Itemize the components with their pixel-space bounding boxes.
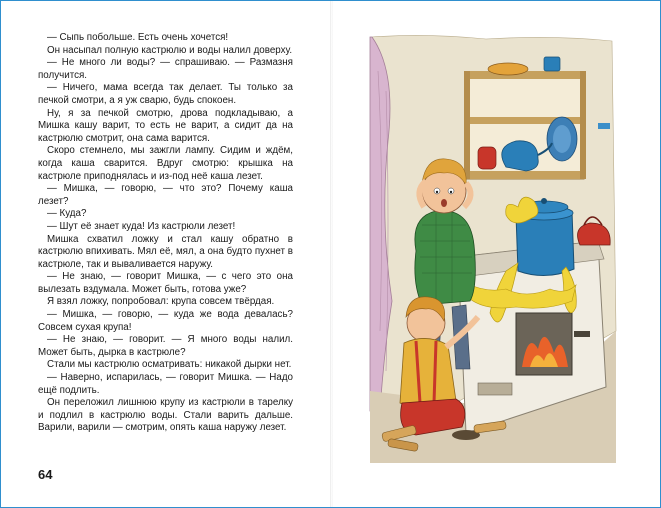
page-number: 64 (38, 467, 53, 482)
paragraph: Скоро стемнело, мы зажгли лампу. Сидим и ждём, когда каша сварится. Вдруг смотрю: крышка на кастрюле приподнялась и из-под неё каша лезет. (38, 145, 293, 182)
paragraph: — Ничего, мама всегда так делает. Ты только за печкой смотри, а я уж сварю, будь спокоен. (38, 82, 293, 106)
paragraph: Он переложил лишнюю крупу из кастрюли в тарелку и подлил в кастрюлю воды. Стали варить дальше. Варили, варили — смотрим, опять каша наружу лезет. (38, 397, 293, 434)
paragraph: — Куда? (47, 208, 87, 220)
paragraph: Я взял ложку, попробовал: крупа совсем твёрдая. (47, 296, 275, 308)
jar-icon (478, 147, 496, 169)
kitchen-illustration (366, 31, 619, 463)
paragraph: Он насыпал полную кастрюлю и воды налил доверху. (47, 44, 293, 56)
paragraph: — Шут её знает куда! Из кастрюли лезет! (47, 220, 236, 232)
paragraph: — Наверно, испарилась, — говорит Мишка. — Надо ещё подлить. (38, 372, 293, 396)
paragraph: Ну, я за печкой смотрю, дрова подкладываю, а Мишка кашу варит, то есть не варит, а сидит да на кастрюлю смотрит, она сама варится. (38, 107, 293, 144)
right-page (332, 1, 660, 507)
teapot-icon (502, 141, 538, 171)
bowl-icon (488, 63, 528, 75)
paragraph: — Мишка, — говорю, — куда же вода девалась? Совсем сухая крупа! (38, 309, 293, 333)
story-text (38, 32, 293, 435)
illustration-drawing (366, 31, 619, 463)
stove-handle (574, 331, 590, 337)
left-page (1, 1, 331, 507)
paragraph: — Сыпь побольше. Есть очень хочется! (47, 32, 229, 43)
paragraph: Стали мы кастрюлю осматривать: никакой дырки нет. (47, 359, 292, 371)
cup-icon (544, 57, 560, 71)
paragraph: — Не знаю, — говорит Мишка, — с чего это она вылезать вздумала. Может быть, готова уже? (38, 271, 293, 295)
paragraph: — Мишка, — говорю, — что это? Почему каша лезет? (38, 183, 293, 207)
paragraph: — Не знаю, — говорит. — Я много воды налил. Может быть, дырка в кастрюле? (38, 334, 293, 358)
wall-hook-icon (598, 123, 610, 129)
paragraph: Мишка схватил ложку и стал кашу обратно в кастрюлю впихивать. Мял её, мял, а она будто пухнет в кастрюле, так и вываливается наружу. (38, 233, 293, 270)
paragraph: — Не много ли воды? — спрашиваю. — Размазня получится. (38, 57, 293, 81)
